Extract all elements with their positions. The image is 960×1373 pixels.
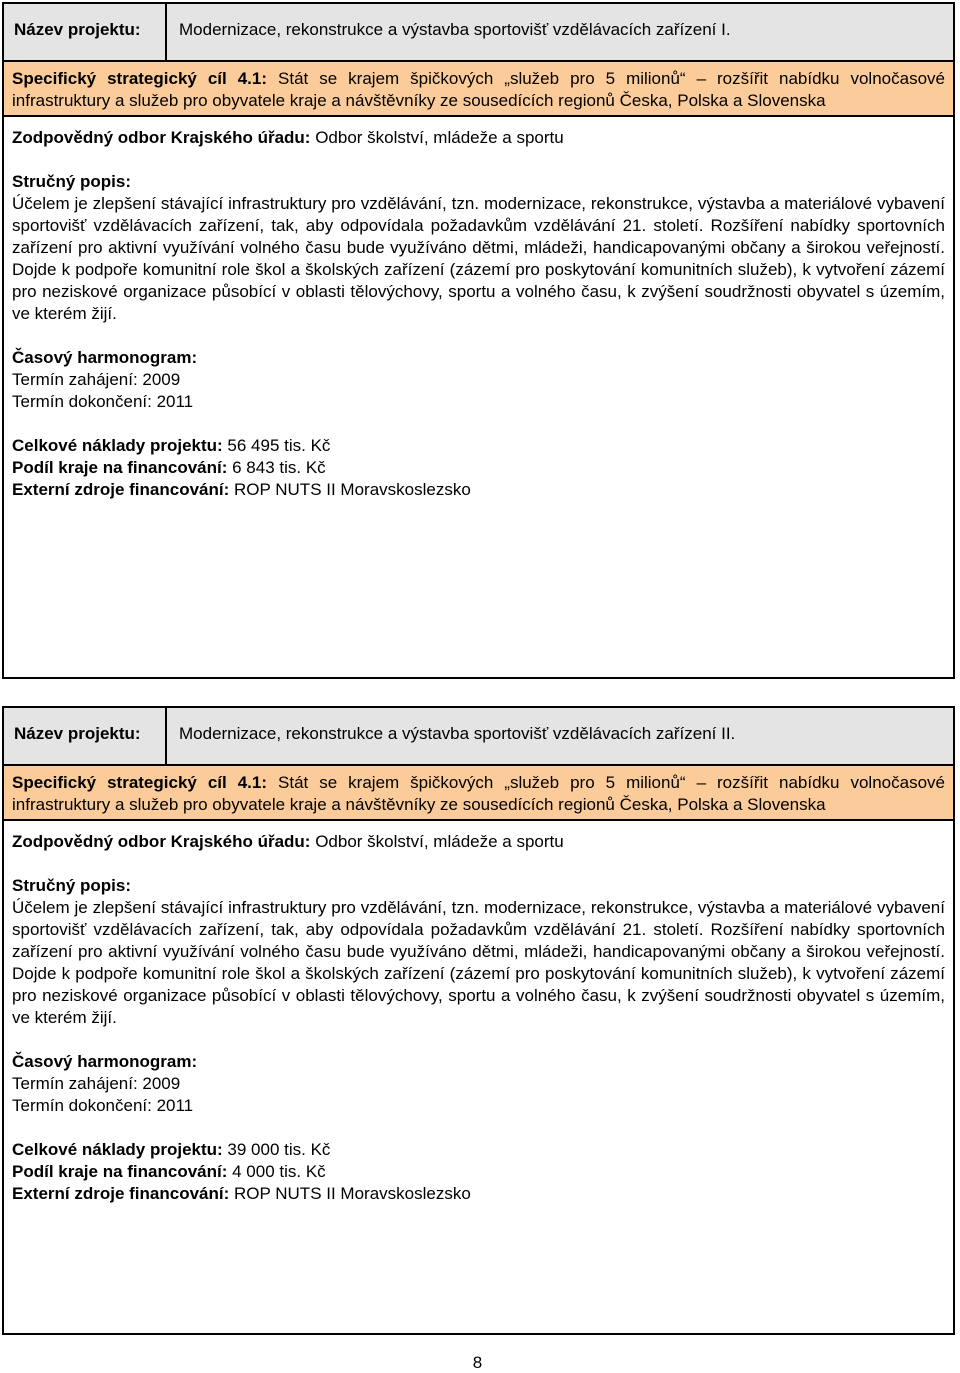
strategic-goal-text: Stát se krajem špičkových „služeb pro 5 milionů“ – rozšířit nabídku volnočasové infrastruktury a služeb pro obyvatele kraje a návštěvníky ze sousedících regionů Česka, Polska a Slovenska xyxy=(12,69,945,110)
description-text: Účelem je zlepšení stávající infrastruktury pro vzdělávání, tzn. modernizace, rekonstrukce, výstavba a materiálové vybavení sportovišť vzdělávacích zařízení, tak, aby odpovídala požadavkům vzdělávání 21. století. Rozšíření nabídky sportovních zařízení pro aktivní využívání volného času bude využíváno dětmi, mládeži, handicapovanými občany a širokou veřejností. Dojde k podpoře komunitní role škol a školských zařízení (zázemí pro poskytování komunitních služeb), k vytvoření zázemí pro neziskové organizace působící v oblasti tělovýchovy, sportu a volného času, k zvýšení soudržnosti obyvatel s územím, ve kterém žijí. xyxy=(12,194,945,323)
total-cost xyxy=(12,1139,945,1161)
page-number: 8 xyxy=(472,1353,483,1372)
responsible-dept xyxy=(12,127,945,149)
region-share xyxy=(12,1161,945,1183)
schedule-label: Časový harmonogram: xyxy=(12,1052,198,1071)
responsible-dept-label: Zodpovědný odbor Krajského úřadu: xyxy=(12,128,311,147)
strategic-goal-row xyxy=(4,62,953,117)
project-name-row xyxy=(4,708,953,766)
description-label: Stručný popis: xyxy=(12,172,132,191)
external-funding-label: Externí zdroje financování: xyxy=(12,480,230,499)
strategic-goal-row xyxy=(4,766,953,821)
region-share-label: Podíl kraje na financování: xyxy=(12,458,228,477)
project-name-row xyxy=(4,4,953,62)
region-share-value: 6 843 tis. Kč xyxy=(232,458,326,477)
responsible-dept xyxy=(12,831,945,853)
strategic-goal-label: Specifický strategický cíl 4.1: xyxy=(12,773,268,792)
project-body xyxy=(4,117,953,501)
schedule-end: Termín dokončení: 2011 xyxy=(12,392,194,411)
strategic-goal-text: Stát se krajem špičkových „služeb pro 5 milionů“ – rozšířit nabídku volnočasové infrastruktury a služeb pro obyvatele kraje a návštěvníky ze sousedících regionů Česka, Polska a Slovenska xyxy=(12,773,945,814)
external-funding-label: Externí zdroje financování: xyxy=(12,1184,230,1203)
responsible-dept-label: Zodpovědný odbor Krajského úřadu: xyxy=(12,832,311,851)
total-cost xyxy=(12,435,945,457)
project-body xyxy=(4,821,953,1205)
total-cost-label: Celkové náklady projektu: xyxy=(12,1140,223,1159)
external-funding-value: ROP NUTS II Moravskoslezsko xyxy=(234,480,471,499)
description-text: Účelem je zlepšení stávající infrastruktury pro vzdělávání, tzn. modernizace, rekonstrukce, výstavba a materiálové vybavení sportovišť vzdělávacích zařízení, tak, aby odpovídala požadavkům vzdělávání 21. století. Rozšíření nabídky sportovních zařízení pro aktivní využívání volného času bude využíváno dětmi, mládeži, handicapovanými občany a širokou veřejností. Dojde k podpoře komunitní role škol a školských zařízení (zázemí pro poskytování komunitních služeb), k vytvoření zázemí pro neziskové organizace působící v oblasti tělovýchovy, sportu a volného času, k zvýšení soudržnosti obyvatel s územím, ve kterém žijí. xyxy=(12,898,945,1027)
total-cost-value: 56 495 tis. Kč xyxy=(227,436,331,455)
region-share-value: 4 000 tis. Kč xyxy=(232,1162,326,1181)
region-share xyxy=(12,457,945,479)
total-cost-label: Celkové náklady projektu: xyxy=(12,436,223,455)
schedule-start: Termín zahájení: 2009 xyxy=(12,1074,181,1093)
responsible-dept-value: Odbor školství, mládeže a sportu xyxy=(315,128,564,147)
project-card-1 xyxy=(2,2,955,679)
schedule-start: Termín zahájení: 2009 xyxy=(12,370,181,389)
schedule-end: Termín dokončení: 2011 xyxy=(12,1096,194,1115)
project-name-value: Modernizace, rekonstrukce a výstavba sportovišť vzdělávacích zařízení II. xyxy=(179,724,736,743)
total-cost-value: 39 000 tis. Kč xyxy=(227,1140,331,1159)
external-funding xyxy=(12,1183,945,1205)
description-label: Stručný popis: xyxy=(12,876,132,895)
project-card-2 xyxy=(2,706,955,1335)
strategic-goal-label: Specifický strategický cíl 4.1: xyxy=(12,69,268,88)
external-funding-value: ROP NUTS II Moravskoslezsko xyxy=(234,1184,471,1203)
project-name-label: Název projektu: xyxy=(4,4,167,60)
schedule-label: Časový harmonogram: xyxy=(12,348,198,367)
responsible-dept-value: Odbor školství, mládeže a sportu xyxy=(315,832,564,851)
project-name-label: Název projektu: xyxy=(4,708,167,764)
region-share-label: Podíl kraje na financování: xyxy=(12,1162,228,1181)
external-funding xyxy=(12,479,945,501)
project-name-value: Modernizace, rekonstrukce a výstavba sportovišť vzdělávacích zařízení I. xyxy=(179,20,731,39)
